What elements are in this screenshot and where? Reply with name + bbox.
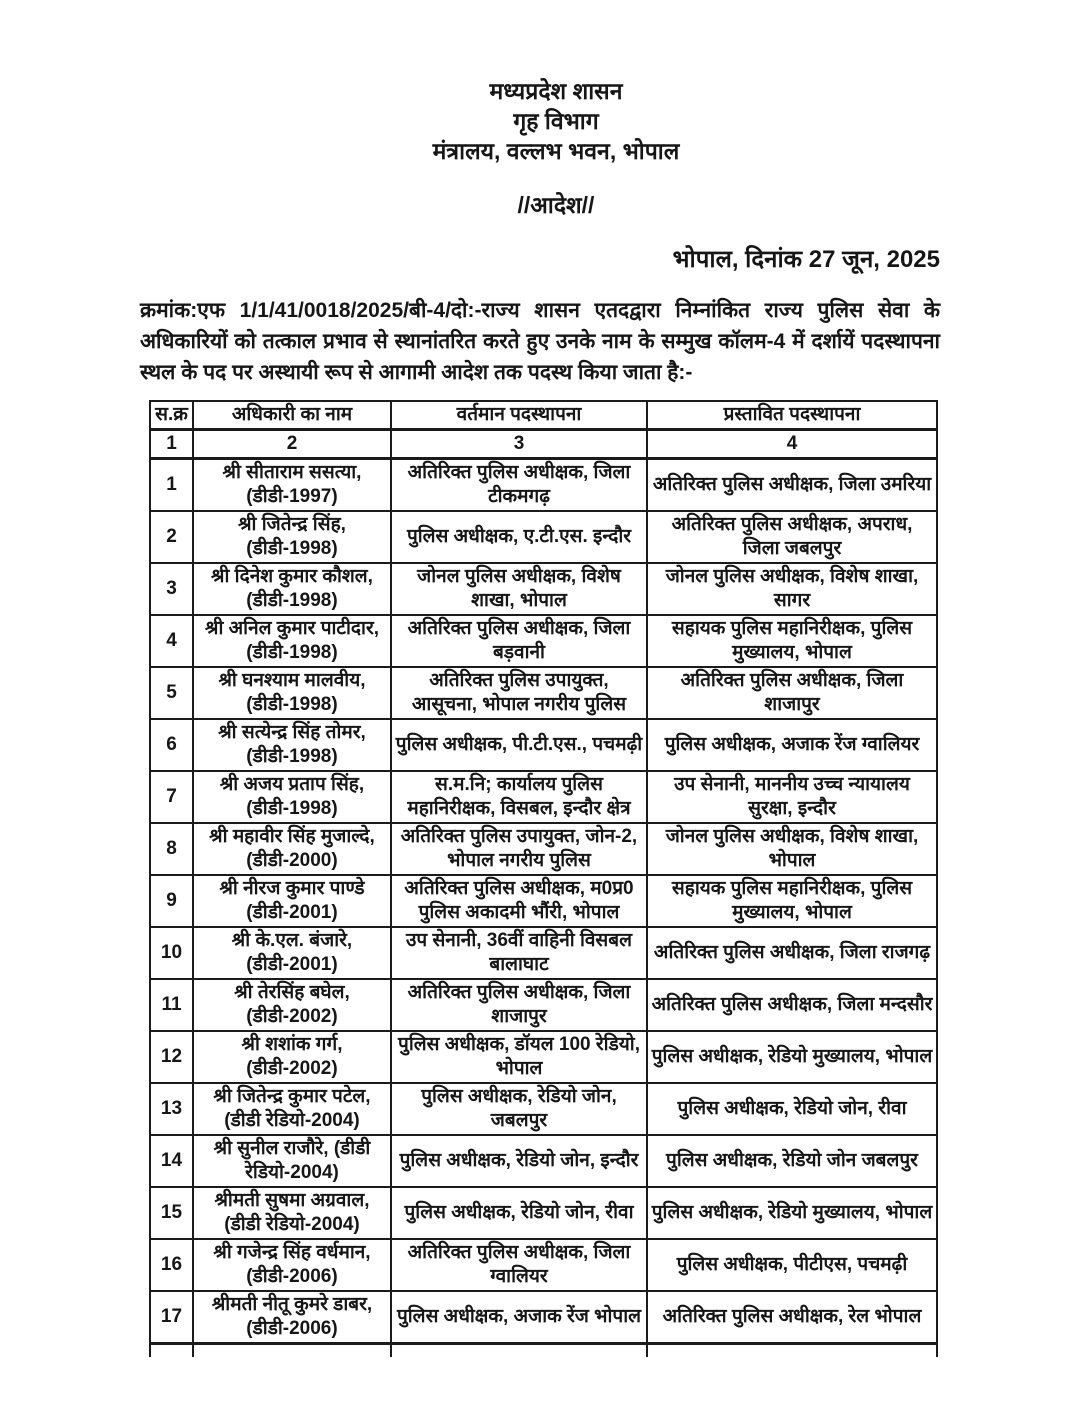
table-row xyxy=(150,719,937,771)
office-address: मंत्रालय, वल्लभ भवन, भोपाल xyxy=(432,138,680,164)
cell-officer-name: श्री सुनील राजौरे, (डीडी रेडियो-2004) xyxy=(193,1135,391,1187)
cell-officer-name: श्रीमती नीतू कुमरे डाबर, (डीडी-2006) xyxy=(193,1291,391,1344)
cell-serial-number: 5 xyxy=(150,667,193,719)
cell-proposed-posting: अतिरिक्त पुलिस अधीक्षक, अपराध, जिला जबलपुर xyxy=(647,511,937,563)
table-row xyxy=(150,667,937,719)
cell-current-posting: स.म.नि; कार्यालय पुलिस महानिरीक्षक, विसबल, इन्दौर क्षेत्र xyxy=(391,771,647,823)
cell-officer-name: श्री दिनेश कुमार कौशल, (डीडी-1998) xyxy=(193,563,391,615)
cell-officer-name: श्री सत्येन्द्र सिंह तोमर, (डीडी-1998) xyxy=(193,719,391,771)
cell-proposed-posting: अतिरिक्त पुलिस अधीक्षक, जिला राजगढ़ xyxy=(647,927,937,979)
column-number-4: 4 xyxy=(647,430,937,459)
table-row xyxy=(150,1083,937,1135)
cell-current-posting: अतिरिक्त पुलिस अधीक्षक, जिला टीकमगढ़ xyxy=(391,459,647,512)
table-row xyxy=(150,1135,937,1187)
partial-row xyxy=(150,1344,937,1358)
partial-cell xyxy=(193,1344,391,1358)
cell-current-posting: अतिरिक्त पुलिस उपायुक्त, आसूचना, भोपाल नगरीय पुलिस xyxy=(391,667,647,719)
column-number-3: 3 xyxy=(391,430,647,459)
cell-proposed-posting: पुलिस अधीक्षक, अजाक रेंज ग्वालियर xyxy=(647,719,937,771)
cell-current-posting: पुलिस अधीक्षक, रेडियो जोन, रीवा xyxy=(391,1187,647,1239)
cell-current-posting: अतिरिक्त पुलिस उपायुक्त, जोन-2, भोपाल नगरीय पुलिस xyxy=(391,823,647,875)
cell-proposed-posting: अतिरिक्त पुलिस अधीक्षक, रेल भोपाल xyxy=(647,1291,937,1344)
column-header-officer-name: अधिकारी का नाम xyxy=(193,401,391,430)
transfer-table xyxy=(149,400,938,1357)
partial-next-row xyxy=(150,1344,937,1358)
cell-proposed-posting: पुलिस अधीक्षक, रेडियो मुख्यालय, भोपाल xyxy=(647,1031,937,1083)
cell-officer-name: श्री अनिल कुमार पाटीदार, (डीडी-1998) xyxy=(193,615,391,667)
cell-proposed-posting: अतिरिक्त पुलिस अधीक्षक, जिला शाजापुर xyxy=(647,667,937,719)
cell-current-posting: जोनल पुलिस अधीक्षक, विशेष शाखा, भोपाल xyxy=(391,563,647,615)
cell-officer-name: श्री सीताराम ससत्या, (डीडी-1997) xyxy=(193,459,391,512)
cell-officer-name: श्री महावीर सिंह मुजाल्दे, (डीडी-2000) xyxy=(193,823,391,875)
cell-current-posting: पुलिस अधीक्षक, डॉयल 100 रेडियो, भोपाल xyxy=(391,1031,647,1083)
transfer-table-body xyxy=(150,459,937,1344)
partial-cell xyxy=(391,1344,647,1358)
cell-serial-number: 14 xyxy=(150,1135,193,1187)
cell-serial-number: 4 xyxy=(150,615,193,667)
cell-serial-number: 7 xyxy=(150,771,193,823)
cell-proposed-posting: जोनल पुलिस अधीक्षक, विशेष शाखा, सागर xyxy=(647,563,937,615)
cell-serial-number: 12 xyxy=(150,1031,193,1083)
cell-serial-number: 13 xyxy=(150,1083,193,1135)
cell-serial-number: 15 xyxy=(150,1187,193,1239)
cell-current-posting: पुलिस अधीक्षक, अजाक रेंज भोपाल xyxy=(391,1291,647,1344)
cell-proposed-posting: पुलिस अधीक्षक, रेडियो जोन जबलपुर xyxy=(647,1135,937,1187)
cell-proposed-posting: पुलिस अधीक्षक, रेडियो जोन, रीवा xyxy=(647,1083,937,1135)
cell-serial-number: 6 xyxy=(150,719,193,771)
table-row xyxy=(150,927,937,979)
column-header-current-posting: वर्तमान पदस्थापना xyxy=(391,401,647,430)
cell-serial-number: 16 xyxy=(150,1239,193,1291)
table-row xyxy=(150,563,937,615)
partial-cell xyxy=(647,1344,937,1358)
cell-proposed-posting: पुलिस अधीक्षक, रेडियो मुख्यालय, भोपाल xyxy=(647,1187,937,1239)
column-number-row xyxy=(150,430,937,459)
cell-proposed-posting: उप सेनानी, माननीय उच्च न्यायालय सुरक्षा, इन्दौर xyxy=(647,771,937,823)
table-row xyxy=(150,771,937,823)
column-header-proposed-posting: प्रस्तावित पदस्थापना xyxy=(647,401,937,430)
table-row xyxy=(150,1291,937,1344)
partial-cell xyxy=(150,1344,193,1358)
cell-current-posting: पुलिस अधीक्षक, पी.टी.एस., पचमढ़ी xyxy=(391,719,647,771)
cell-proposed-posting: जोनल पुलिस अधीक्षक, विशेष शाखा, भोपाल xyxy=(647,823,937,875)
cell-current-posting: पुलिस अधीक्षक, ए.टी.एस. इन्दौर xyxy=(391,511,647,563)
cell-proposed-posting: अतिरिक्त पुलिस अधीक्षक, जिला मन्दसौर xyxy=(647,979,937,1031)
cell-officer-name: श्री नीरज कुमार पाण्डे (डीडी-2001) xyxy=(193,875,391,927)
cell-serial-number: 11 xyxy=(150,979,193,1031)
cell-officer-name: श्री शशांक गर्ग, (डीडी-2002) xyxy=(193,1031,391,1083)
cell-current-posting: अतिरिक्त पुलिस अधीक्षक, जिला ग्वालियर xyxy=(391,1239,647,1291)
column-number-2: 2 xyxy=(193,430,391,459)
department-name: गृह विभाग xyxy=(513,108,599,134)
cell-current-posting: पुलिस अधीक्षक, रेडियो जोन, इन्दौर xyxy=(391,1135,647,1187)
cell-current-posting: उप सेनानी, 36वीं वाहिनी विसबल बालाघाट xyxy=(391,927,647,979)
cell-serial-number: 3 xyxy=(150,563,193,615)
cell-proposed-posting: पुलिस अधीक्षक, पीटीएस, पचमढ़ी xyxy=(647,1239,937,1291)
cell-serial-number: 17 xyxy=(150,1291,193,1344)
intro-paragraph: क्रमांक:एफ 1/1/41/0018/2025/बी-4/दो:-राज्य शासन एतदद्वारा निम्नांकित राज्य पुलिस सेवा के अधिकारियों को तत्काल प्रभाव से स्थानांतरित करते हुए उनके नाम के सम्मुख कॉलम-4 में दर्शायें पदस्थापना स्थल के पद पर अस्थायी रूप से आगामी आदेश तक पदस्थ किया जाता है:- xyxy=(140,299,940,384)
cell-officer-name: श्री गजेन्द्र सिंह वर्धमान, (डीडी-2006) xyxy=(193,1239,391,1291)
table-row xyxy=(150,1031,937,1083)
cell-serial-number: 2 xyxy=(150,511,193,563)
cell-serial-number: 8 xyxy=(150,823,193,875)
table-row xyxy=(150,1187,937,1239)
table-row xyxy=(150,1239,937,1291)
table-row xyxy=(150,615,937,667)
table-header-row xyxy=(150,401,937,430)
cell-current-posting: अतिरिक्त पुलिस अधीक्षक, म0प्र0 पुलिस अकादमी भौंरी, भोपाल xyxy=(391,875,647,927)
order-title: //आदेश// xyxy=(517,192,595,218)
table-row xyxy=(150,459,937,512)
cell-officer-name: श्री अजय प्रताप सिंह, (डीडी-1998) xyxy=(193,771,391,823)
cell-current-posting: अतिरिक्त पुलिस अधीक्षक, जिला शाजापुर xyxy=(391,979,647,1031)
cell-officer-name: श्रीमती सुषमा अग्रवाल, (डीडी रेडियो-2004) xyxy=(193,1187,391,1239)
column-header-serial: स.क्र xyxy=(150,401,193,430)
cell-officer-name: श्री घनश्याम मालवीय, (डीडी-1998) xyxy=(193,667,391,719)
cell-serial-number: 1 xyxy=(150,459,193,512)
document-content xyxy=(140,0,940,1357)
table-row xyxy=(150,511,937,563)
cell-officer-name: श्री जितेन्द्र कुमार पटेल, (डीडी रेडियो-2004) xyxy=(193,1083,391,1135)
cell-current-posting: अतिरिक्त पुलिस अधीक्षक, जिला बड़वानी xyxy=(391,615,647,667)
table-row xyxy=(150,979,937,1031)
cell-proposed-posting: सहायक पुलिस महानिरीक्षक, पुलिस मुख्यालय, भोपाल xyxy=(647,875,937,927)
cell-proposed-posting: अतिरिक्त पुलिस अधीक्षक, जिला उमरिया xyxy=(647,459,937,512)
cell-current-posting: पुलिस अधीक्षक, रेडियो जोन, जबलपुर xyxy=(391,1083,647,1135)
government-name: मध्यप्रदेश शासन xyxy=(489,78,623,104)
cell-serial-number: 10 xyxy=(150,927,193,979)
cell-officer-name: श्री तेरसिंह बघेल, (डीडी-2002) xyxy=(193,979,391,1031)
cell-officer-name: श्री जितेन्द्र सिंह, (डीडी-1998) xyxy=(193,511,391,563)
column-number-1: 1 xyxy=(150,430,193,459)
letterhead xyxy=(140,76,940,166)
cell-officer-name: श्री के.एल. बंजारे, (डीडी-2001) xyxy=(193,927,391,979)
date-line: भोपाल, दिनांक 27 जून, 2025 xyxy=(672,246,940,273)
table-row xyxy=(150,875,937,927)
cell-proposed-posting: सहायक पुलिस महानिरीक्षक, पुलिस मुख्यालय, भोपाल xyxy=(647,615,937,667)
cell-serial-number: 9 xyxy=(150,875,193,927)
table-row xyxy=(150,823,937,875)
